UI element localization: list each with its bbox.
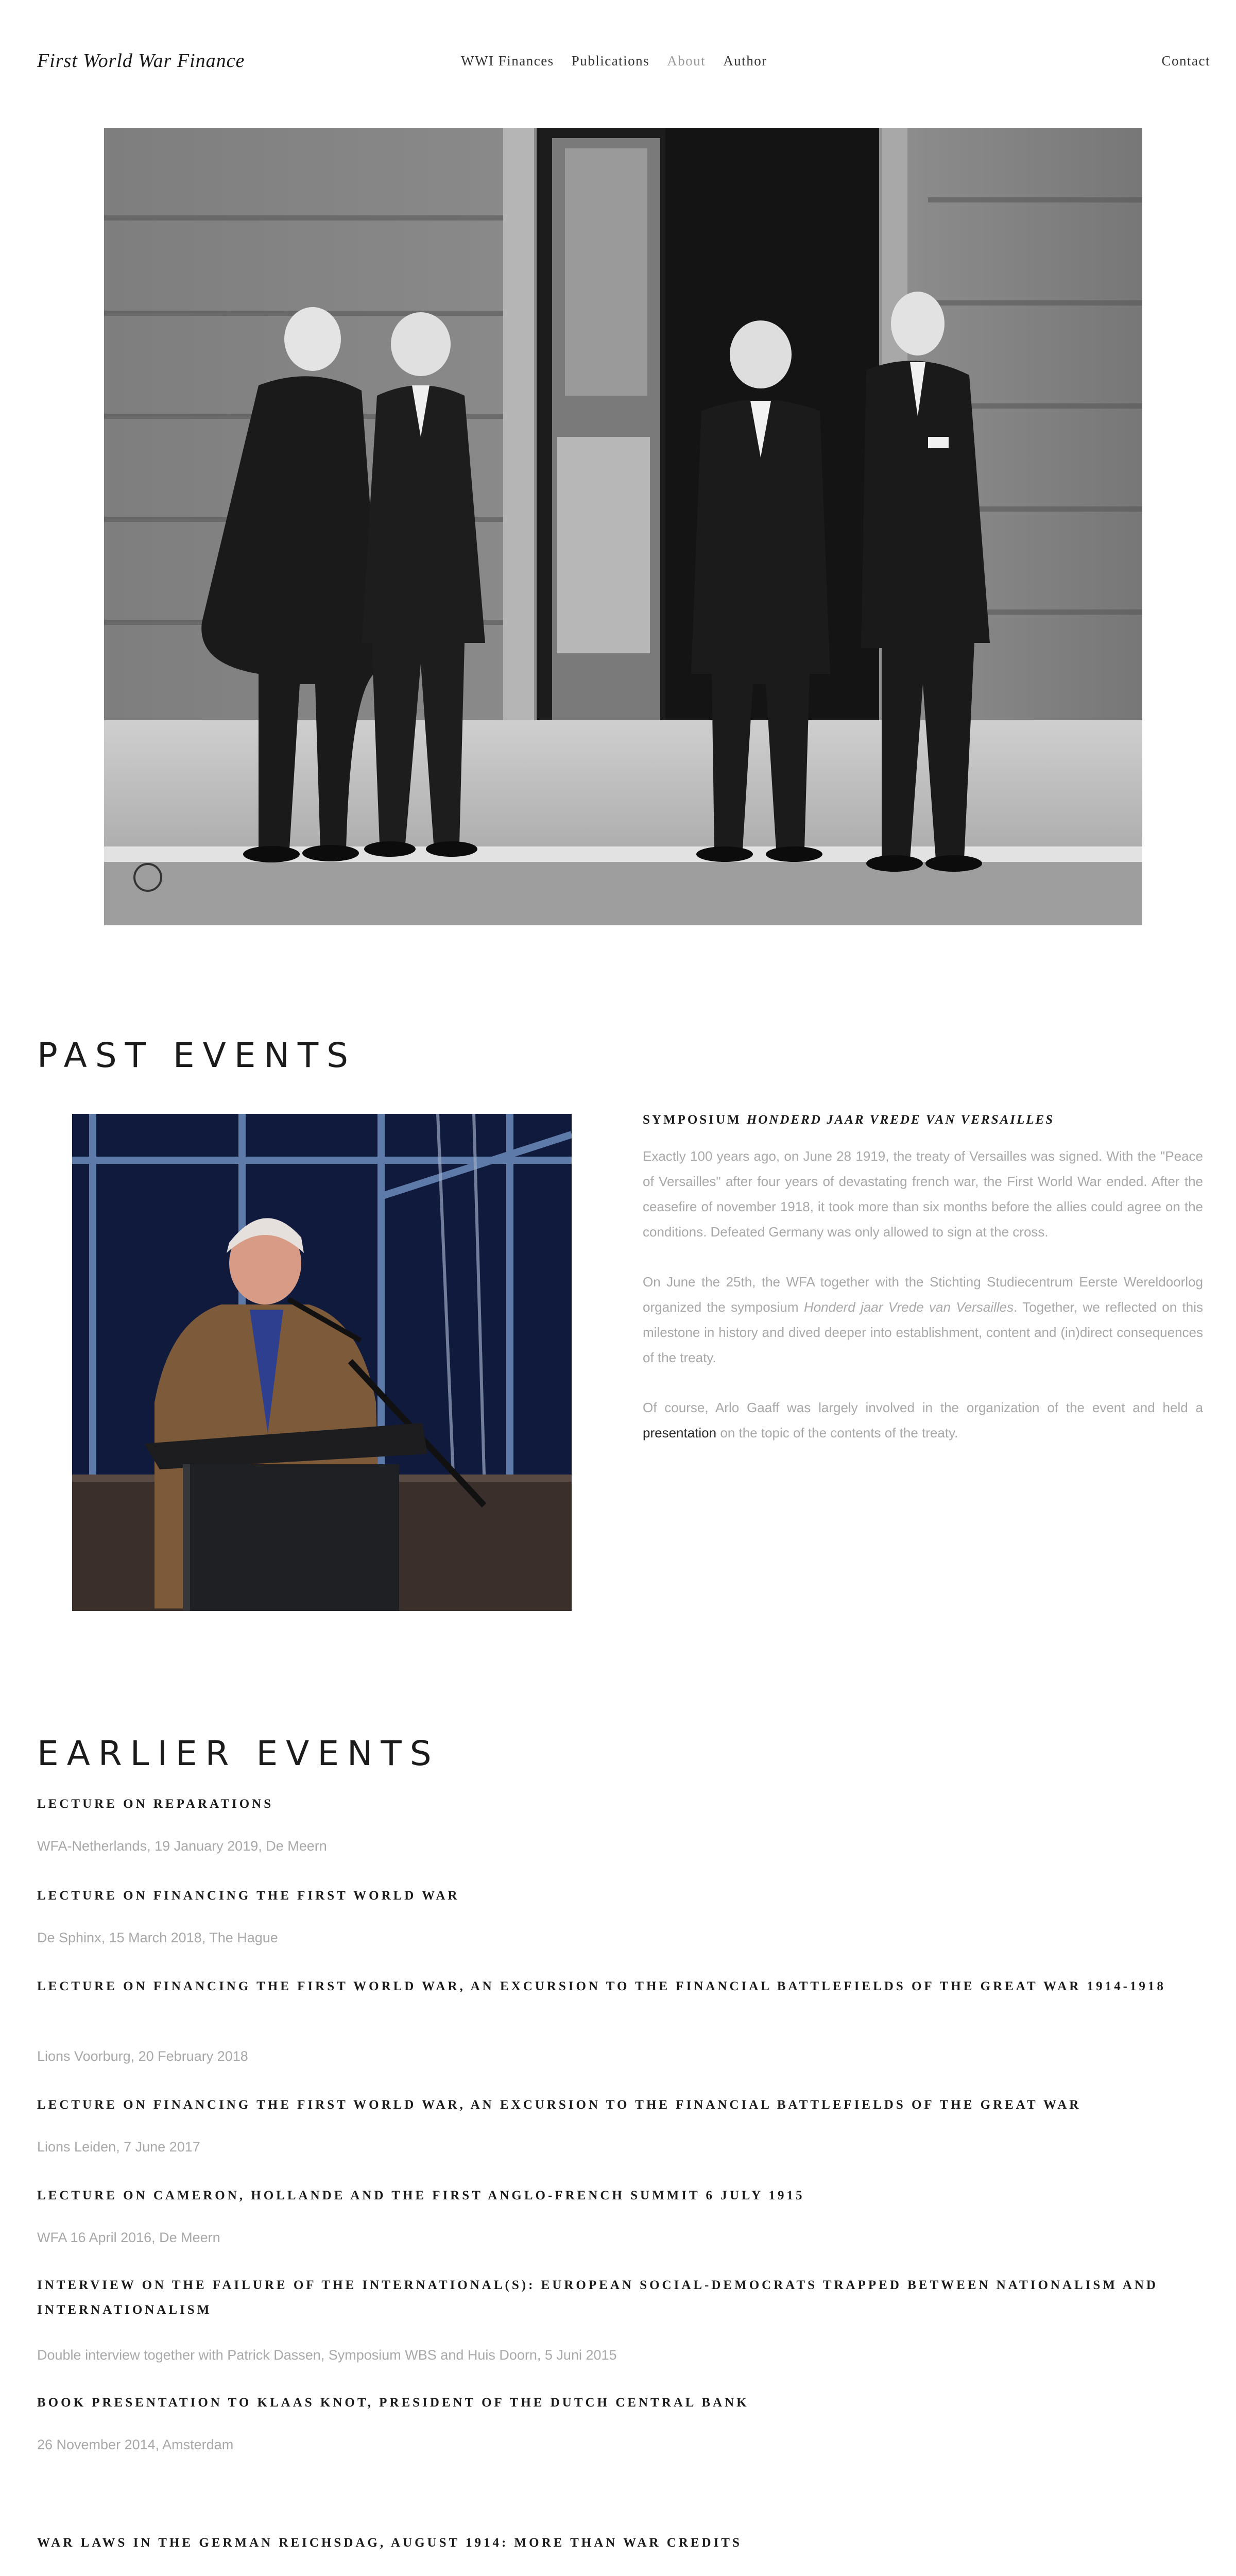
nav-author[interactable]: Author bbox=[723, 53, 767, 69]
event-paragraph-2-end: . Together, we reflected on this milestone in history and dived deeper into establishment, content and (in)direct consequences of the treaty. bbox=[643, 1299, 1204, 1365]
list-item bbox=[37, 2391, 1201, 2452]
event-paragraph-3-end: on the topic of the contents of the treaty. bbox=[716, 1425, 958, 1440]
presentation-link[interactable]: presentation bbox=[643, 1425, 717, 1440]
list-item bbox=[37, 2093, 1201, 2155]
event-item-title: BOOK PRESENTATION TO KLAAS KNOT, PRESIDENT OF THE DUTCH CENTRAL BANK bbox=[37, 2396, 749, 2410]
past-events-heading: PAST EVENTS bbox=[37, 1036, 357, 1075]
nav-about[interactable]: About bbox=[667, 53, 706, 69]
event-title-prefix: SYMPOSIUM bbox=[643, 1113, 747, 1127]
event-item-detail: De Sphinx, 15 March 2018, The Hague bbox=[37, 1930, 278, 1945]
event-item-detail: WFA-Netherlands, 19 January 2019, De Meern bbox=[37, 1838, 327, 1854]
event-photo bbox=[72, 1114, 572, 1611]
list-item bbox=[37, 1884, 1201, 1945]
hero-image bbox=[104, 128, 1142, 925]
event-item-detail: 26 November 2014, Amsterdam bbox=[37, 2437, 234, 2452]
speaker-photo-illustration bbox=[72, 1114, 572, 1611]
event-paragraph-2 bbox=[643, 1269, 1203, 1370]
earlier-events-heading: EARLIER EVENTS bbox=[37, 1734, 440, 1773]
list-item bbox=[37, 1792, 1201, 1854]
event-title-italic: HONDERD JAAR VREDE VAN VERSAILLES bbox=[746, 1113, 1055, 1127]
event-item-detail: Double interview together with Patrick Dassen, Symposium WBS and Huis Doorn, 5 Juni 2015 bbox=[37, 2347, 617, 2363]
list-item bbox=[37, 2531, 1201, 2555]
event-paragraph-2-start: On June the 25th, the WFA together with the Stichting Studiecentrum Eerste Wereldoorlog organized the symposium bbox=[643, 1274, 1203, 1315]
event-item-detail: Lions Voorburg, 20 February 2018 bbox=[37, 2048, 248, 2064]
event-paragraph-3-start: Of course, Arlo Gaaff was largely involved in the organization of the event and held a bbox=[643, 1400, 1203, 1415]
event-item-title: INTERVIEW ON THE FAILURE OF THE INTERNATIONAL(S): EUROPEAN SOCIAL-DEMOCRATS TRAPPED BETWEEN NATIONALISM AND INTERNATIONALISM bbox=[37, 2278, 1158, 2317]
nav-publications[interactable]: Publications bbox=[571, 53, 650, 69]
event-item-title: WAR LAWS IN THE GERMAN REICHSDAG, AUGUST 1914: MORE THAN WAR CREDITS bbox=[37, 2536, 742, 2550]
event-paragraph-3 bbox=[643, 1395, 1203, 1446]
event-item-detail: WFA 16 April 2016, De Meern bbox=[37, 2230, 220, 2245]
list-item bbox=[37, 1974, 1201, 2064]
nav-contact[interactable]: Contact bbox=[1161, 53, 1210, 69]
event-item-title: LECTURE ON FINANCING THE FIRST WORLD WAR, AN EXCURSION TO THE FINANCIAL BATTLEFIELDS OF THE GREAT WAR 1914-1918 bbox=[37, 1979, 1166, 1993]
event-item-detail: Lions Leiden, 7 June 2017 bbox=[37, 2139, 200, 2155]
site-title[interactable]: First World War Finance bbox=[37, 50, 245, 72]
event-description bbox=[643, 1113, 1203, 1470]
event-item-title: LECTURE ON REPARATIONS bbox=[37, 1797, 274, 1811]
event-paragraph-1: Exactly 100 years ago, on June 28 1919, the treaty of Versailles was signed. With the "Peace of Versailles" after four years of devastating french war, the First World War ended. After the ceasefire of november 1918, it took more than six months before the allies could agree on the conditions. Defeated Germany was only allowed to sign at the cross. bbox=[643, 1148, 1203, 1240]
nav-wwi-finances[interactable]: WWI Finances bbox=[461, 53, 554, 69]
list-item bbox=[37, 2273, 1201, 2363]
event-title bbox=[643, 1113, 1203, 1127]
event-item-title: LECTURE ON FINANCING THE FIRST WORLD WAR, AN EXCURSION TO THE FINANCIAL BATTLEFIELDS OF THE GREAT WAR bbox=[37, 2098, 1082, 2112]
hero-photo-illustration bbox=[104, 128, 1142, 925]
event-paragraph-2-italic: Honderd jaar Vrede van Versailles bbox=[803, 1299, 1014, 1315]
list-item bbox=[37, 2183, 1201, 2245]
event-item-title: LECTURE ON CAMERON, HOLLANDE AND THE FIRST ANGLO-FRENCH SUMMIT 6 JULY 1915 bbox=[37, 2189, 805, 2202]
main-nav bbox=[461, 53, 767, 69]
event-item-title: LECTURE ON FINANCING THE FIRST WORLD WAR bbox=[37, 1889, 460, 1903]
